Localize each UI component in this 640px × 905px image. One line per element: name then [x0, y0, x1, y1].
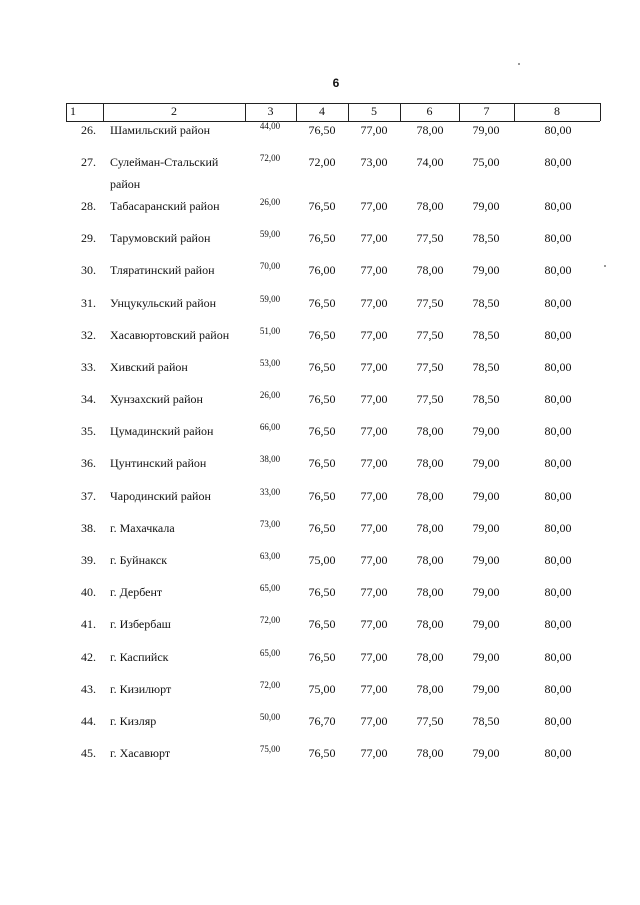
row-value-8: 80,00 — [544, 231, 572, 245]
row-value-3: 66,00 — [259, 422, 281, 432]
row-value-6: 77,50 — [416, 231, 444, 245]
row-value-4: 72,00 — [308, 155, 336, 169]
header-cell-2: 2 — [171, 104, 177, 118]
header-cell-8: 8 — [554, 104, 560, 118]
row-value-4: 76,70 — [308, 714, 336, 728]
row-number: 36. — [81, 456, 96, 470]
row-number: 28. — [81, 199, 96, 213]
row-value-6: 77,50 — [416, 296, 444, 310]
row-value-5: 77,00 — [360, 424, 388, 438]
row-value-4: 76,50 — [308, 392, 336, 406]
row-name: г. Кизляр — [110, 714, 157, 728]
row-value-6: 77,50 — [416, 328, 444, 342]
row-value-4: 75,00 — [308, 682, 336, 696]
row-value-3: 38,00 — [259, 454, 281, 464]
row-value-7: 79,00 — [472, 553, 500, 567]
row-value-8: 80,00 — [544, 199, 572, 213]
row-value-8: 80,00 — [544, 521, 572, 535]
row-name: Хунзахский район — [110, 392, 203, 406]
row-value-4: 76,00 — [308, 263, 336, 277]
row-value-5: 77,00 — [360, 360, 388, 374]
header-cell-4: 4 — [319, 104, 325, 118]
row-value-6: 78,00 — [416, 489, 444, 503]
row-name: Тляратинский район — [110, 263, 215, 277]
row-value-5: 77,00 — [360, 231, 388, 245]
row-name: г. Каспийск — [110, 650, 169, 664]
row-value-3: 59,00 — [259, 294, 281, 304]
row-value-5: 77,00 — [360, 328, 388, 342]
row-value-5: 77,00 — [360, 392, 388, 406]
row-value-4: 76,50 — [308, 328, 336, 342]
row-value-6: 78,00 — [416, 585, 444, 599]
row-value-3: 65,00 — [259, 583, 281, 593]
row-number: 26. — [81, 123, 96, 137]
row-value-3: 72,00 — [259, 615, 281, 625]
row-value-6: 78,00 — [416, 123, 444, 137]
row-number: 38. — [81, 521, 96, 535]
row-value-4: 76,50 — [308, 456, 336, 470]
row-value-4: 76,50 — [308, 296, 336, 310]
row-value-8: 80,00 — [544, 123, 572, 137]
row-value-8: 80,00 — [544, 155, 572, 169]
row-value-8: 80,00 — [544, 360, 572, 374]
row-number: 30. — [81, 263, 96, 277]
row-value-5: 77,00 — [360, 714, 388, 728]
row-value-5: 77,00 — [360, 489, 388, 503]
row-name: Цумадинский район — [110, 424, 214, 438]
row-value-3: 73,00 — [259, 519, 281, 529]
row-value-5: 77,00 — [360, 585, 388, 599]
row-number: 45. — [81, 746, 96, 760]
row-value-8: 80,00 — [544, 424, 572, 438]
row-value-4: 76,50 — [308, 199, 336, 213]
row-value-3: 26,00 — [259, 390, 281, 400]
row-value-7: 79,00 — [472, 617, 500, 631]
row-value-7: 75,00 — [472, 155, 500, 169]
row-name: г. Хасавюрт — [110, 746, 171, 760]
row-value-3: 33,00 — [259, 487, 281, 497]
row-value-5: 73,00 — [360, 155, 388, 169]
row-value-3: 70,00 — [259, 261, 281, 271]
row-value-4: 76,50 — [308, 360, 336, 374]
row-value-4: 76,50 — [308, 424, 336, 438]
row-name: Хивский район — [110, 360, 188, 374]
row-number: 33. — [81, 360, 96, 374]
row-name: г. Махачкала — [110, 521, 175, 535]
row-value-7: 78,50 — [472, 328, 500, 342]
header-cell-1: 1 — [70, 104, 76, 118]
row-value-7: 79,00 — [472, 123, 500, 137]
row-number: 32. — [81, 328, 96, 342]
row-number: 40. — [81, 585, 96, 599]
row-value-7: 78,50 — [472, 296, 500, 310]
header-cell-6: 6 — [426, 104, 433, 118]
row-value-3: 59,00 — [259, 229, 281, 239]
row-value-8: 80,00 — [544, 456, 572, 470]
row-value-4: 75,00 — [308, 553, 336, 567]
row-value-3: 72,00 — [259, 680, 281, 690]
row-name: г. Дербент — [110, 585, 163, 599]
row-value-4: 76,50 — [308, 617, 336, 631]
row-value-6: 78,00 — [416, 521, 444, 535]
row-value-3: 75,00 — [259, 744, 281, 754]
row-value-6: 77,50 — [416, 392, 444, 406]
row-value-8: 80,00 — [544, 585, 572, 599]
row-value-8: 80,00 — [544, 489, 572, 503]
row-value-7: 79,00 — [472, 456, 500, 470]
row-number: 29. — [81, 231, 96, 245]
row-value-7: 79,00 — [472, 585, 500, 599]
row-number: 41. — [81, 617, 96, 631]
row-value-5: 77,00 — [360, 521, 388, 535]
row-value-7: 78,50 — [472, 392, 500, 406]
row-value-4: 76,50 — [308, 585, 336, 599]
row-value-7: 79,00 — [472, 746, 500, 760]
row-value-7: 78,50 — [472, 360, 500, 374]
scan-speck — [518, 63, 520, 65]
row-value-7: 78,50 — [472, 231, 500, 245]
row-value-4: 76,50 — [308, 489, 336, 503]
row-value-6: 78,00 — [416, 746, 444, 760]
row-value-8: 80,00 — [544, 617, 572, 631]
scan-speck — [604, 265, 606, 267]
row-number: 34. — [81, 392, 96, 406]
row-value-6: 78,00 — [416, 456, 444, 470]
row-value-8: 80,00 — [544, 714, 572, 728]
row-value-6: 74,00 — [416, 155, 444, 169]
row-value-6: 78,00 — [416, 682, 444, 696]
row-name: Сулейман-Стальский — [110, 155, 219, 169]
row-value-8: 80,00 — [544, 296, 572, 310]
row-number: 37. — [81, 489, 96, 503]
row-number: 42. — [81, 650, 96, 664]
row-name: г. Избербаш — [110, 617, 171, 631]
row-value-7: 78,50 — [472, 714, 500, 728]
row-value-7: 79,00 — [472, 521, 500, 535]
row-value-5: 77,00 — [360, 199, 388, 213]
row-value-3: 26,00 — [259, 197, 281, 207]
row-value-3: 65,00 — [259, 648, 281, 658]
row-value-7: 79,00 — [472, 489, 500, 503]
header-cell-3: 3 — [267, 104, 274, 118]
row-name: г. Буйнакск — [110, 553, 168, 567]
row-value-6: 77,50 — [416, 360, 444, 374]
row-value-3: 63,00 — [259, 551, 281, 561]
row-value-4: 76,50 — [308, 521, 336, 535]
row-value-5: 77,00 — [360, 617, 388, 631]
row-value-6: 78,00 — [416, 650, 444, 664]
row-value-3: 44,00 — [259, 121, 281, 131]
row-value-8: 80,00 — [544, 682, 572, 696]
header-cell-5: 5 — [371, 104, 377, 118]
row-value-5: 77,00 — [360, 650, 388, 664]
row-name: Хасавюртовский район — [110, 328, 230, 342]
row-value-6: 78,00 — [416, 263, 444, 277]
row-value-5: 77,00 — [360, 553, 388, 567]
row-name: Цунтинский район — [110, 456, 207, 470]
row-value-6: 77,50 — [416, 714, 444, 728]
row-value-6: 78,00 — [416, 424, 444, 438]
row-number: 44. — [81, 714, 96, 728]
row-value-4: 76,50 — [308, 746, 336, 760]
row-number: 35. — [81, 424, 96, 438]
row-value-8: 80,00 — [544, 328, 572, 342]
row-name: г. Кизилюрт — [110, 682, 172, 696]
row-value-8: 80,00 — [544, 746, 572, 760]
row-value-5: 77,00 — [360, 123, 388, 137]
row-value-8: 80,00 — [544, 650, 572, 664]
row-value-3: 53,00 — [259, 358, 281, 368]
row-name: Табасаранский район — [110, 199, 220, 213]
row-value-3: 72,00 — [259, 153, 281, 163]
row-value-3: 51,00 — [259, 326, 281, 336]
row-number: 39. — [81, 553, 96, 567]
row-value-4: 76,50 — [308, 123, 336, 137]
row-number: 43. — [81, 682, 96, 696]
row-number: 31. — [81, 296, 96, 310]
row-number: 27. — [81, 155, 96, 169]
row-name: Чародинский район — [110, 489, 211, 503]
row-value-8: 80,00 — [544, 263, 572, 277]
row-value-8: 80,00 — [544, 553, 572, 567]
header-cell-7: 7 — [483, 104, 490, 118]
row-value-5: 77,00 — [360, 746, 388, 760]
row-value-4: 76,50 — [308, 231, 336, 245]
row-name: Тарумовский район — [110, 231, 211, 245]
row-value-7: 79,00 — [472, 682, 500, 696]
row-value-4: 76,50 — [308, 650, 336, 664]
row-value-5: 77,00 — [360, 263, 388, 277]
row-name-continued: район — [110, 177, 141, 191]
row-value-7: 79,00 — [472, 650, 500, 664]
row-value-6: 78,00 — [416, 553, 444, 567]
row-value-6: 78,00 — [416, 199, 444, 213]
row-name: Шамильский район — [110, 123, 211, 137]
row-value-7: 79,00 — [472, 263, 500, 277]
row-value-3: 50,00 — [259, 712, 281, 722]
page-number: 6 — [332, 76, 340, 90]
row-value-7: 79,00 — [472, 424, 500, 438]
row-value-8: 80,00 — [544, 392, 572, 406]
row-value-7: 79,00 — [472, 199, 500, 213]
row-name: Унцукульский район — [110, 296, 217, 310]
row-value-5: 77,00 — [360, 682, 388, 696]
row-value-6: 78,00 — [416, 617, 444, 631]
row-value-5: 77,00 — [360, 456, 388, 470]
row-value-5: 77,00 — [360, 296, 388, 310]
